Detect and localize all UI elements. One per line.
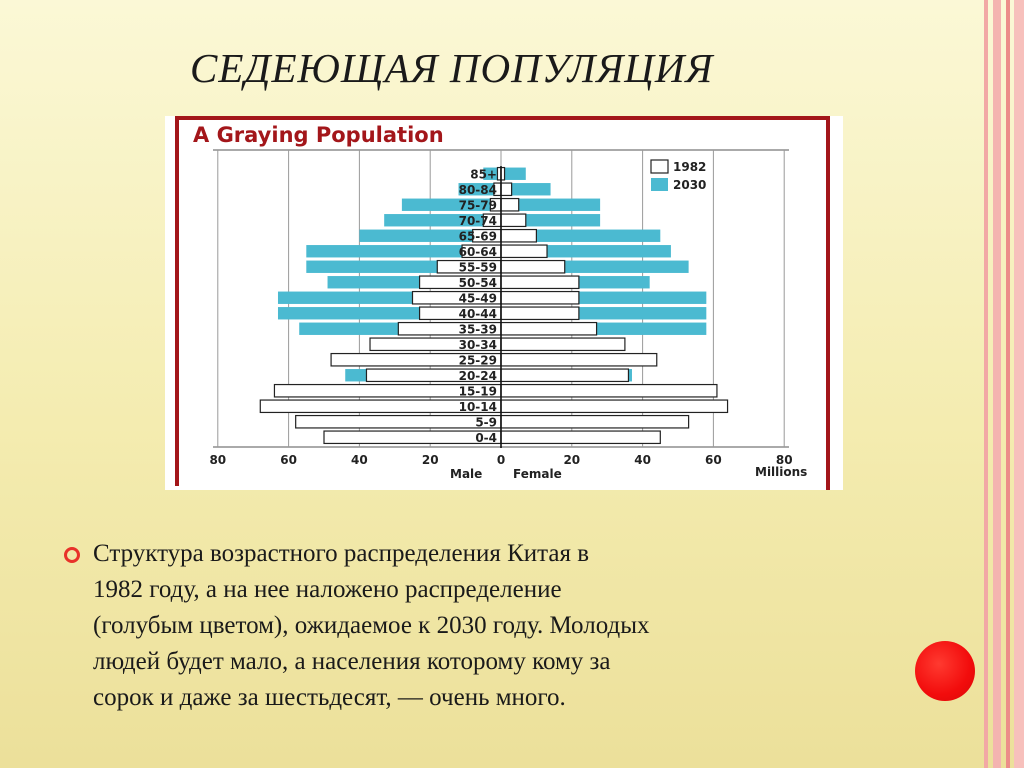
x-tick-label: 60 [705,453,722,467]
age-label: 60-64 [458,244,497,259]
bar-1982-female [501,214,526,226]
edge-stripe-3 [1006,0,1010,768]
age-label: 45-49 [458,291,497,306]
bar-1982-female [501,431,660,443]
legend-swatch-1982 [651,160,668,173]
tick-labels [209,453,792,467]
age-label: 10-14 [458,399,497,414]
age-label: 0-4 [475,430,497,445]
bar-1982-female [501,199,519,211]
slide-body-text: Структура возрастного распределения Китая в 1982 году, а на нее наложено распределение (голубым цветом), ожидаемое к 2030 году. Молодых людей будет мало, а населения которому кому за сорок и даже за шестьдесят, — очень много. [93,540,650,711]
age-label: 35-39 [458,322,497,337]
bar-1982-female [501,276,579,288]
bar-1982-male [296,416,501,428]
x-tick-label: 40 [351,453,368,467]
bar-1982-female [501,245,547,257]
age-label: 75-79 [458,198,497,213]
age-label: 15-19 [458,384,497,399]
x-tick-label: 80 [775,453,793,467]
bar-1982-female [501,323,597,335]
chart-svg [165,116,843,490]
legend [651,160,706,192]
slide-title: СЕДЕЮЩАЯ ПОПУЛЯЦИЯ [190,45,714,91]
age-label: 85+ [470,167,497,182]
age-label: 20-24 [458,368,497,383]
bar-1982-female [501,338,625,350]
chart-frame-top [175,116,830,120]
bar-1982-female [501,354,657,366]
chart-title: A Graying Population [193,123,444,147]
edge-stripe-4 [1014,0,1024,768]
bar-1982-female [501,307,579,319]
age-label: 50-54 [458,275,497,290]
age-labels [459,167,497,445]
x-tick-label: 60 [280,453,297,467]
bar-1982-female [501,400,728,412]
age-label: 80-84 [458,182,497,197]
x-tick-label: 40 [634,453,651,467]
x-tick-label: 20 [421,453,439,467]
red-circle-decoration [915,641,975,701]
bar-1982-female [501,292,579,304]
xlabel-female: Female [513,467,562,481]
bar-1982-female [501,230,536,242]
age-label: 55-59 [458,260,497,275]
population-chart [165,116,843,490]
x-tick-label: 0 [496,453,506,467]
age-label: 70-74 [458,213,497,228]
x-tick-label: 80 [209,453,227,467]
legend-label-2030: 2030 [673,178,707,192]
age-label: 40-44 [458,306,497,321]
edge-stripe-2 [993,0,1001,768]
units-label: Millions [755,465,808,479]
age-label: 25-29 [458,353,497,368]
chart-frame-right [826,116,830,490]
age-label: 5-9 [475,415,497,430]
age-label: 30-34 [458,337,497,352]
chart-frame-left [175,116,179,486]
x-tick-label: 20 [563,453,581,467]
bar-1982-female [501,183,512,195]
bar-1982-female [501,261,565,273]
xlabel-male: Male [450,467,483,481]
bar-1982-female [501,416,689,428]
bullet-icon [64,547,80,563]
edge-stripe-1 [984,0,988,768]
legend-label-1982: 1982 [673,160,707,174]
legend-swatch-2030 [651,178,668,191]
bar-1982-female [501,385,717,397]
age-label: 65-69 [458,229,497,244]
bar-1982-female [501,369,628,381]
